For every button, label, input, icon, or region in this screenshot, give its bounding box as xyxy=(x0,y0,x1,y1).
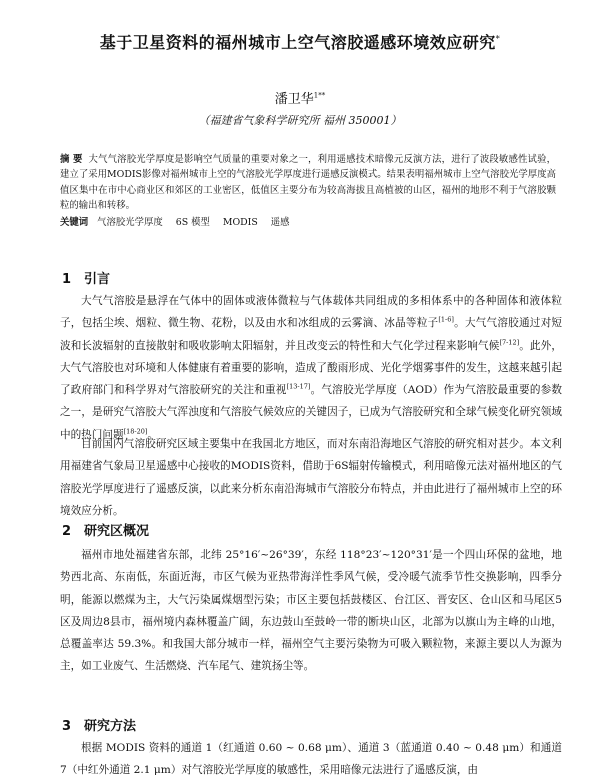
citation: [7-12] xyxy=(499,338,520,347)
section-title: 研究方法 xyxy=(84,719,137,734)
keyword: 气溶胶光学厚度 xyxy=(97,217,163,228)
section-number: 2 xyxy=(62,524,72,539)
author-name: 潘卫华 xyxy=(274,92,314,107)
keywords-label: 关键词 xyxy=(60,217,89,228)
paragraph xyxy=(60,544,562,678)
paragraph-text: 目前国内气溶胶研究区域主要集中在我国北方地区，而对东南沿海地区气溶胶的研究相对甚少。本文利用福建省气象局卫星遥感中心接收的MODIS资料，借助于6S辐射传输模式，利用暗像元法对福州地区的气溶胶光学厚度进行了遥感反演，以此来分析东南沿海城市气溶胶分布特点，并由此进行了福州城市上空的环境效应分析。 xyxy=(60,438,562,517)
section-number: 1 xyxy=(62,272,72,287)
paragraph-text: 大气气溶胶是悬浮在气体中的固体或液体微粒与气体载体共同组成的多相体系中的各种固体和液体粒子，包括尘埃、烟粒、微生物、花粉，以及由水和冰组成的云雾滴、冰晶等粒子 xyxy=(60,295,562,330)
abstract-text: 大气气溶胶光学厚度是影响空气质量的重要对象之一，利用遥感技术暗像元反演方法，进行了波段敏感性试验，建立了采用MODIS影像对福州城市上空的气溶胶光学厚度进行遥感反演模式。结果表明福州城市上空气溶胶光学厚度高值区集中在市中心商业区和郊区的工业密区，低值区主要分布为较高海拔且高植被的山区，福州的地形不利于气溶胶颗粒的输出和转移。 xyxy=(60,154,556,212)
title-text: 基于卫星资料的福州城市上空气溶胶遥感环境效应研究 xyxy=(99,33,496,52)
section-heading xyxy=(62,268,110,287)
paragraph-text: 福州市地处福建省东部，北纬 25°16′~26°39′，东经 118°23′~120°31′是一个四山环保的盆地，地势西北高、东南低，东面近海，市区气候为亚热带海洋性季风气候，受冷暖气流季节性交换影响，四季分明，能源以燃煤为主，大气污染属煤烟型污染；市区主要包括鼓楼区、台江区、晋安区、仓山区和马尾区5区及周边8县市，福州境内森林覆盖广阔，东边鼓山至鼓岭一带的断块山区，北部为以旗山为主峰的山地，总覆盖率达 59.3%。和我国大部分城市一样，福州空气主要污染物为可吸入颗粒物，来源主要以人为源为主，如工业废气、生活燃烧、汽车尾气、建筑扬尘等。 xyxy=(60,549,562,673)
paragraph xyxy=(60,433,562,522)
citation: [13-17] xyxy=(286,382,311,391)
citation: [1-6] xyxy=(438,315,454,324)
keywords xyxy=(60,214,556,228)
paragraph-text: 大气气溶胶通过对短波和长波辐射的直接散射和吸收影响太阳辐射，并且改变云的特性和大气化学过程来影响气候 xyxy=(60,317,563,352)
section-title: 引言 xyxy=(84,272,111,287)
abstract-label: 摘 要 xyxy=(60,154,83,165)
citation: [18-20] xyxy=(123,427,148,436)
section-number: 3 xyxy=(62,719,72,734)
keyword: 遥感 xyxy=(270,217,290,228)
paragraph-text: 根据 MODIS 资料的通道 1（红通道 0.60 ~ 0.68 μm）、通道 3（蓝通道 0.40 ~ 0.48 μm）和通道 7（中红外通道 2.1 μm）对气溶胶光学厚度的敏感性，采用暗像元法进行了遥感反演，由 xyxy=(60,742,562,777)
sentence-end: 。 xyxy=(147,428,158,441)
keyword: 6S 模型 xyxy=(175,217,210,228)
paragraph xyxy=(60,737,562,777)
affiliation: （福建省气象科学研究所 福州 350001） xyxy=(198,114,402,127)
abstract xyxy=(60,152,556,214)
paragraph-text: 。此外，大气气溶胶也对环境和人体健康有着重要的影响，造成了酸雨形成、光化学烟雾事件的发生，这越来越引起了政府部门和科学界对气溶胶研究的关注和重视 xyxy=(60,339,562,397)
author-line xyxy=(0,88,600,107)
paragraph-text: 。气溶胶光学厚度（AOD）作为气溶胶最重要的参数之一，是研究气溶胶大气浑浊度和气溶胶气候效应的关键因子，已成为气溶胶研究和全球气候变化研究领域中的热门问题 xyxy=(60,384,563,441)
section-heading xyxy=(62,715,136,734)
paper-title xyxy=(0,30,600,53)
section-heading xyxy=(62,520,149,539)
section-title: 研究区概况 xyxy=(84,524,150,539)
sentence-end: 。 xyxy=(453,317,465,330)
author-footnote-mark: 1** xyxy=(313,91,326,100)
keyword: MODIS xyxy=(222,217,258,228)
paragraph xyxy=(60,290,562,446)
title-footnote-mark: * xyxy=(495,34,501,44)
